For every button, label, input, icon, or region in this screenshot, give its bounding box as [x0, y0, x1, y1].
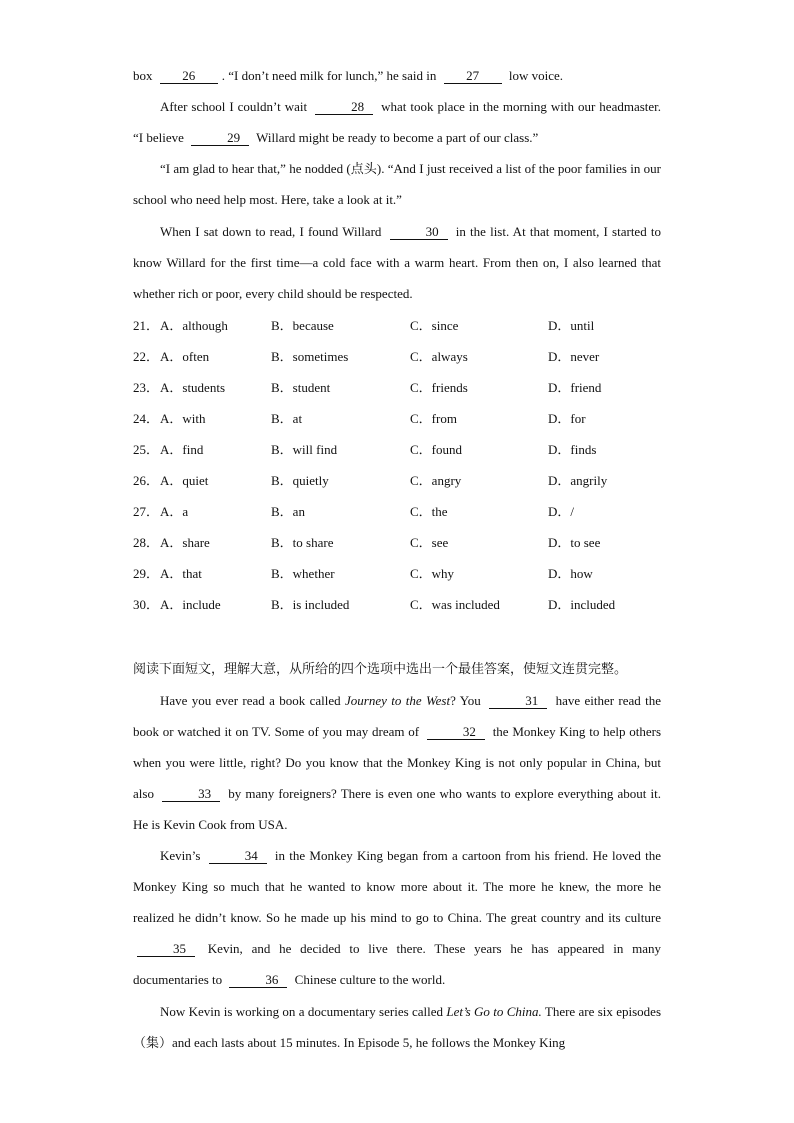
option-a: A．often: [160, 349, 210, 364]
blank-31: 31: [489, 693, 547, 709]
question-number: 30．: [133, 597, 160, 612]
text: low voice.: [508, 68, 563, 83]
blank-35: 35: [137, 941, 195, 957]
option-a: A．share: [160, 535, 210, 550]
option-row: [133, 372, 663, 403]
option-row: [133, 341, 663, 372]
option-row: [133, 465, 663, 496]
option-b: B．at: [271, 411, 303, 426]
text: in the list. At that moment, I started to know Willard for the first time—a cold face with a warm heart. From then on, I also learned that whether rich or poor, every child should be respected.: [133, 224, 661, 301]
text: After school I couldn’t wait: [160, 99, 308, 114]
option-c: C．from: [410, 411, 457, 426]
option-a: A．although: [160, 318, 228, 333]
blank-34: 34: [209, 848, 267, 864]
option-a: A．quiet: [160, 473, 209, 488]
text: Kevin’s: [160, 848, 201, 863]
option-row: [133, 527, 663, 558]
blank-30: 30: [390, 224, 448, 240]
question-number: 26．: [133, 473, 160, 488]
text: what took place in the morning with our headmaster. “I believe: [133, 99, 662, 145]
text: When I sat down to read, I found Willard: [160, 224, 382, 239]
text: Kevin, and he decided to live there. These years he has appeared in many documentaries to: [133, 941, 661, 987]
text: There are six episodes（集）and each lasts about 15 minutes. In Episode 5, he follows the Monkey King: [133, 1004, 662, 1050]
option-d: D．how: [548, 566, 593, 581]
option-a: A．a: [160, 504, 189, 519]
option-a: A．that: [160, 566, 202, 581]
blank-29: 29: [191, 130, 249, 146]
option-row: [133, 589, 663, 620]
question-number: 24．: [133, 411, 160, 426]
option-a: A．include: [160, 597, 221, 612]
passage1-paragraph-2: [133, 91, 661, 153]
question-number: 28．: [133, 535, 160, 550]
question-number: 25．: [133, 442, 160, 457]
blank-26: 26: [160, 68, 218, 84]
section-instruction: 阅读下面短文，理解大意，从所给的四个选项中选出一个最佳答案，使短文连贯完整。: [133, 662, 628, 677]
option-c: C．angry: [410, 473, 462, 488]
option-c: C．why: [410, 566, 455, 581]
text: box: [133, 68, 153, 83]
option-d: D．until: [548, 318, 595, 333]
option-c: C．always: [410, 349, 468, 364]
option-d: D．to see: [548, 535, 601, 550]
option-d: D．angrily: [548, 473, 608, 488]
option-row: [133, 496, 663, 527]
text: have either read the book or watched it on TV. Some of you may dream of: [133, 693, 662, 739]
passage1-paragraph-4: [133, 216, 661, 309]
option-b: B．is included: [271, 597, 350, 612]
blank-27: 27: [444, 68, 502, 84]
text: ? You: [450, 693, 481, 708]
option-c: C．found: [410, 442, 463, 457]
text: in the Monkey King began from a cartoon from his friend. He loved the Monkey King so much that he wanted to know more about it. The more he knew, the more he realized he didn’t know. So he made up his mind to go to China. The great country and its culture: [133, 848, 661, 925]
option-row: [133, 310, 663, 341]
option-c: C．friends: [410, 380, 468, 395]
option-b: B．student: [271, 380, 331, 395]
question-number: 22．: [133, 349, 160, 364]
blank-28: 28: [315, 99, 373, 115]
text: Willard might be ready to become a part of our class.”: [256, 130, 539, 145]
text: “I am glad to hear that,” he nodded (点头). “And I just received a list of the poor families in our school who need help most. Here, take a look at it.”: [133, 161, 661, 207]
option-c: C．see: [410, 535, 449, 550]
passage2-paragraph-2: [133, 840, 661, 995]
blank-36: 36: [229, 972, 287, 988]
option-d: D．/: [548, 504, 575, 519]
option-b: B．will find: [271, 442, 338, 457]
option-d: D．finds: [548, 442, 597, 457]
series-title: Let’s Go to China.: [446, 1004, 542, 1019]
option-b: B．sometimes: [271, 349, 349, 364]
option-a: A．with: [160, 411, 206, 426]
option-row: [133, 434, 663, 465]
option-row: [133, 403, 663, 434]
question-number: 23．: [133, 380, 160, 395]
question-number: 21．: [133, 318, 160, 333]
text: Chinese culture to the world.: [294, 972, 446, 987]
options-list: [133, 310, 663, 620]
option-a: A．students: [160, 380, 226, 395]
passage1-paragraph-1: [133, 60, 661, 91]
option-c: C．was included: [410, 597, 500, 612]
option-c: C．since: [410, 318, 459, 333]
option-d: D．included: [548, 597, 616, 612]
option-b: B．to share: [271, 535, 334, 550]
passage2-paragraph-3: [133, 996, 661, 1058]
text: by many foreigners? There is even one who wants to explore everything about it. He is Kevin Cook from USA.: [133, 786, 661, 832]
passage1-paragraph-3: [133, 153, 661, 215]
option-d: D．for: [548, 411, 586, 426]
blank-32: 32: [427, 724, 485, 740]
question-number: 29．: [133, 566, 160, 581]
text: Have you ever read a book called: [160, 693, 341, 708]
option-b: B．because: [271, 318, 334, 333]
option-d: D．friend: [548, 380, 602, 395]
blank-33: 33: [162, 786, 220, 802]
option-b: B．whether: [271, 566, 335, 581]
option-d: D．never: [548, 349, 600, 364]
text: the Monkey King to help others when you were little, right? Do you know that the Monkey King is not only popular in China, but also: [133, 724, 662, 801]
option-b: B．an: [271, 504, 305, 519]
question-number: 27．: [133, 504, 160, 519]
option-row: [133, 558, 663, 589]
option-c: C．the: [410, 504, 448, 519]
book-title: Journey to the West: [345, 693, 451, 708]
option-b: B．quietly: [271, 473, 329, 488]
option-a: A．find: [160, 442, 204, 457]
passage2-paragraph-1: [133, 685, 661, 840]
text: Now Kevin is working on a documentary series called: [160, 1004, 444, 1019]
text: . “I don’t need milk for lunch,” he said in: [221, 68, 437, 83]
